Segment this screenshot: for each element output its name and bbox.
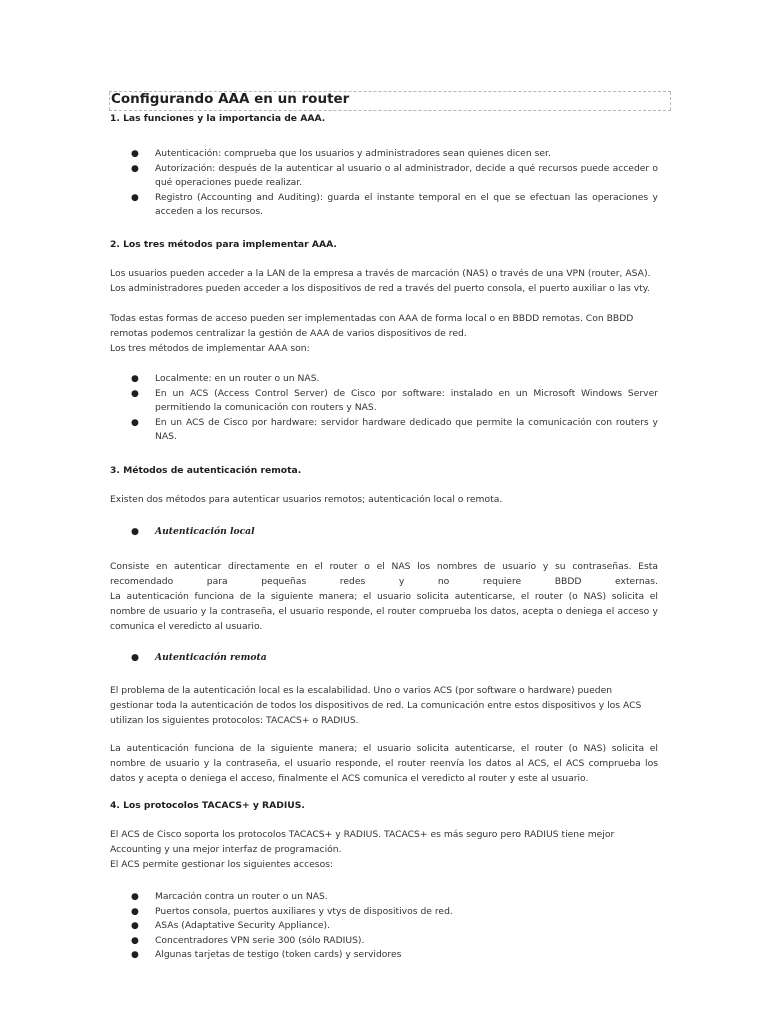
section2-heading: 2. Los tres métodos para implementar AAA. <box>110 239 337 250</box>
text-line: comunica el veredicto al usuario. <box>110 621 263 632</box>
list-item-text: Puertos consola, puertos auxiliares y vtys de dispositivos de red. <box>155 905 453 917</box>
list-item-text: qué operaciones puede realizar. <box>155 177 303 188</box>
section4-heading: 4. Los protocolos TACACS+ y RADIUS. <box>110 800 305 811</box>
list-item-text: acceden a los recursos. <box>155 206 264 217</box>
list-item-text: ASAs (Adaptative Security Appliance). <box>155 920 331 931</box>
list-item <box>0 905 768 920</box>
section2-paragraph-1 <box>110 266 658 296</box>
local-auth-paragraph <box>110 559 658 634</box>
bullet-icon: ● <box>131 388 139 399</box>
text-line: La autenticación funciona de la siguiente manera; el usuario solicita autenticarse, el router (o NAS) solicita el <box>110 591 658 602</box>
text-line: Consiste en autenticar directamente en el router o el NAS los nombres de usuario y su contraseñas. Esta <box>110 561 658 572</box>
document-title: Configurando AAA en un router <box>111 91 350 107</box>
text-line: remotas podemos centralizar la gestión de AAA de varios dispositivos de red. <box>110 328 467 339</box>
list-item <box>0 890 768 905</box>
list-item-text: Autenticación: comprueba que los usuarios y administradores sean quienes dicen ser. <box>155 148 551 159</box>
text-line: Los usuarios pueden acceder a la LAN de la empresa a través de marcación (NAS) o través de una VPN (router, ASA). <box>110 268 651 279</box>
text-line: Todas estas formas de acceso pueden ser implementadas con AAA de forma local o en BBDD remotas. Con BBDD <box>110 313 634 324</box>
text-line: nombre de usuario y la contraseña, el usuario responde, el router reenvía los datos al ACS, el ACS comprueba los <box>110 758 658 769</box>
section2-paragraph-2 <box>110 311 658 356</box>
list-item <box>0 372 768 387</box>
subheading-text: Autenticación remota <box>155 652 267 663</box>
text-line: Los tres métodos de implementar AAA son: <box>110 343 310 354</box>
section1-heading: 1. Las funciones y la importancia de AAA. <box>110 113 326 124</box>
list-item-text: Marcación contra un router o un NAS. <box>155 891 328 902</box>
text-line: El problema de la autenticación local es la escalabilidad. Uno o varios ACS (por software o hardware) pueden <box>110 685 613 696</box>
list-item <box>0 416 768 445</box>
list-item <box>0 162 768 191</box>
list-item-text: permitiendo la comunicación con routers y NAS. <box>155 402 377 413</box>
bullet-icon: ● <box>131 163 139 174</box>
list-item-text: Registro (Accounting and Auditing): guarda el instante temporal en el que se efectuan las operaciones y <box>155 191 658 203</box>
list-item-text: Algunas tarjetas de testigo (token cards) y servidores <box>155 949 402 960</box>
list-item <box>0 919 768 934</box>
text-line: nombre de usuario y la contraseña, el usuario responde, el router comprueba los datos, acepta o deniega el acceso y <box>110 606 658 617</box>
list-item <box>0 191 768 220</box>
section1-bullet-list <box>0 147 768 220</box>
text-line: gestionar toda la autenticación de todos los dispositivos de red. La comunicación entre estos dispositivos y los ACS <box>110 700 642 711</box>
list-item <box>0 387 768 416</box>
list-item-text: Autorización: después de la autenticar al usuario o al administrador, decide a qué recursos puede acceder o <box>155 162 658 174</box>
section3-heading: 3. Métodos de autenticación remota. <box>110 465 302 476</box>
bullet-icon: ● <box>131 652 140 663</box>
bullet-icon: ● <box>131 149 139 159</box>
bullet-icon: ● <box>131 935 139 946</box>
bullet-icon: ● <box>131 950 139 960</box>
section4-paragraph <box>110 827 658 872</box>
text-line: recomendado para pequeñas redes y no requiere BBDD externas. <box>110 576 658 587</box>
bullet-icon: ● <box>131 906 139 917</box>
bullet-icon: ● <box>131 526 140 537</box>
text-line: Los administradores pueden acceder a los dispositivos de red a través del puerto consola, el puerto auxiliar o las vty. <box>110 283 650 294</box>
list-item-text: Concentradores VPN serie 300 (sólo RADIUS). <box>155 934 365 946</box>
remote-auth-paragraph-1 <box>110 683 658 728</box>
list-item <box>0 147 768 162</box>
text-line: La autenticación funciona de la siguiente manera; el usuario solicita autenticarse, el router (o NAS) solicita el <box>110 743 658 754</box>
bullet-icon: ● <box>131 374 139 384</box>
bullet-icon: ● <box>131 921 139 931</box>
text-line: datos y acepta o deniega el acceso, finalmente el ACS comunica el veredicto al router y este al usuario. <box>110 773 589 784</box>
bullet-icon: ● <box>131 892 139 902</box>
list-item-text: NAS. <box>155 431 177 442</box>
list-item-text: En un ACS (Access Control Server) de Cisco por software: instalado en un Microsoft Windows Server <box>155 387 658 399</box>
section2-bullet-list <box>0 372 768 445</box>
section3-intro <box>110 492 658 507</box>
remote-auth-paragraph-2 <box>110 741 658 786</box>
section4-bullet-list <box>0 890 768 963</box>
list-item <box>0 934 768 949</box>
text-line: El ACS de Cisco soporta los protocolos TACACS+ y RADIUS. TACACS+ es más seguro pero RADIUS tiene mejor <box>110 829 615 840</box>
subheading-text: Autenticación local <box>155 526 255 537</box>
list-item <box>0 948 768 963</box>
text-line: Accounting y una mejor interfaz de programación. <box>110 844 342 855</box>
bullet-icon: ● <box>131 417 139 428</box>
text-line: Existen dos métodos para autenticar usuarios remotos; autenticación local o remota. <box>110 494 503 505</box>
text-line: El ACS permite gestionar los siguientes accesos: <box>110 859 334 870</box>
bullet-icon: ● <box>131 192 139 203</box>
list-item-text: En un ACS de Cisco por hardware: servidor hardware dedicado que permite la comunicación con routers y <box>155 416 658 428</box>
text-line: utilizan los siguientes protocolos: TACACS+ o RADIUS. <box>110 715 359 726</box>
list-item-text: Localmente: en un router o un NAS. <box>155 373 320 384</box>
